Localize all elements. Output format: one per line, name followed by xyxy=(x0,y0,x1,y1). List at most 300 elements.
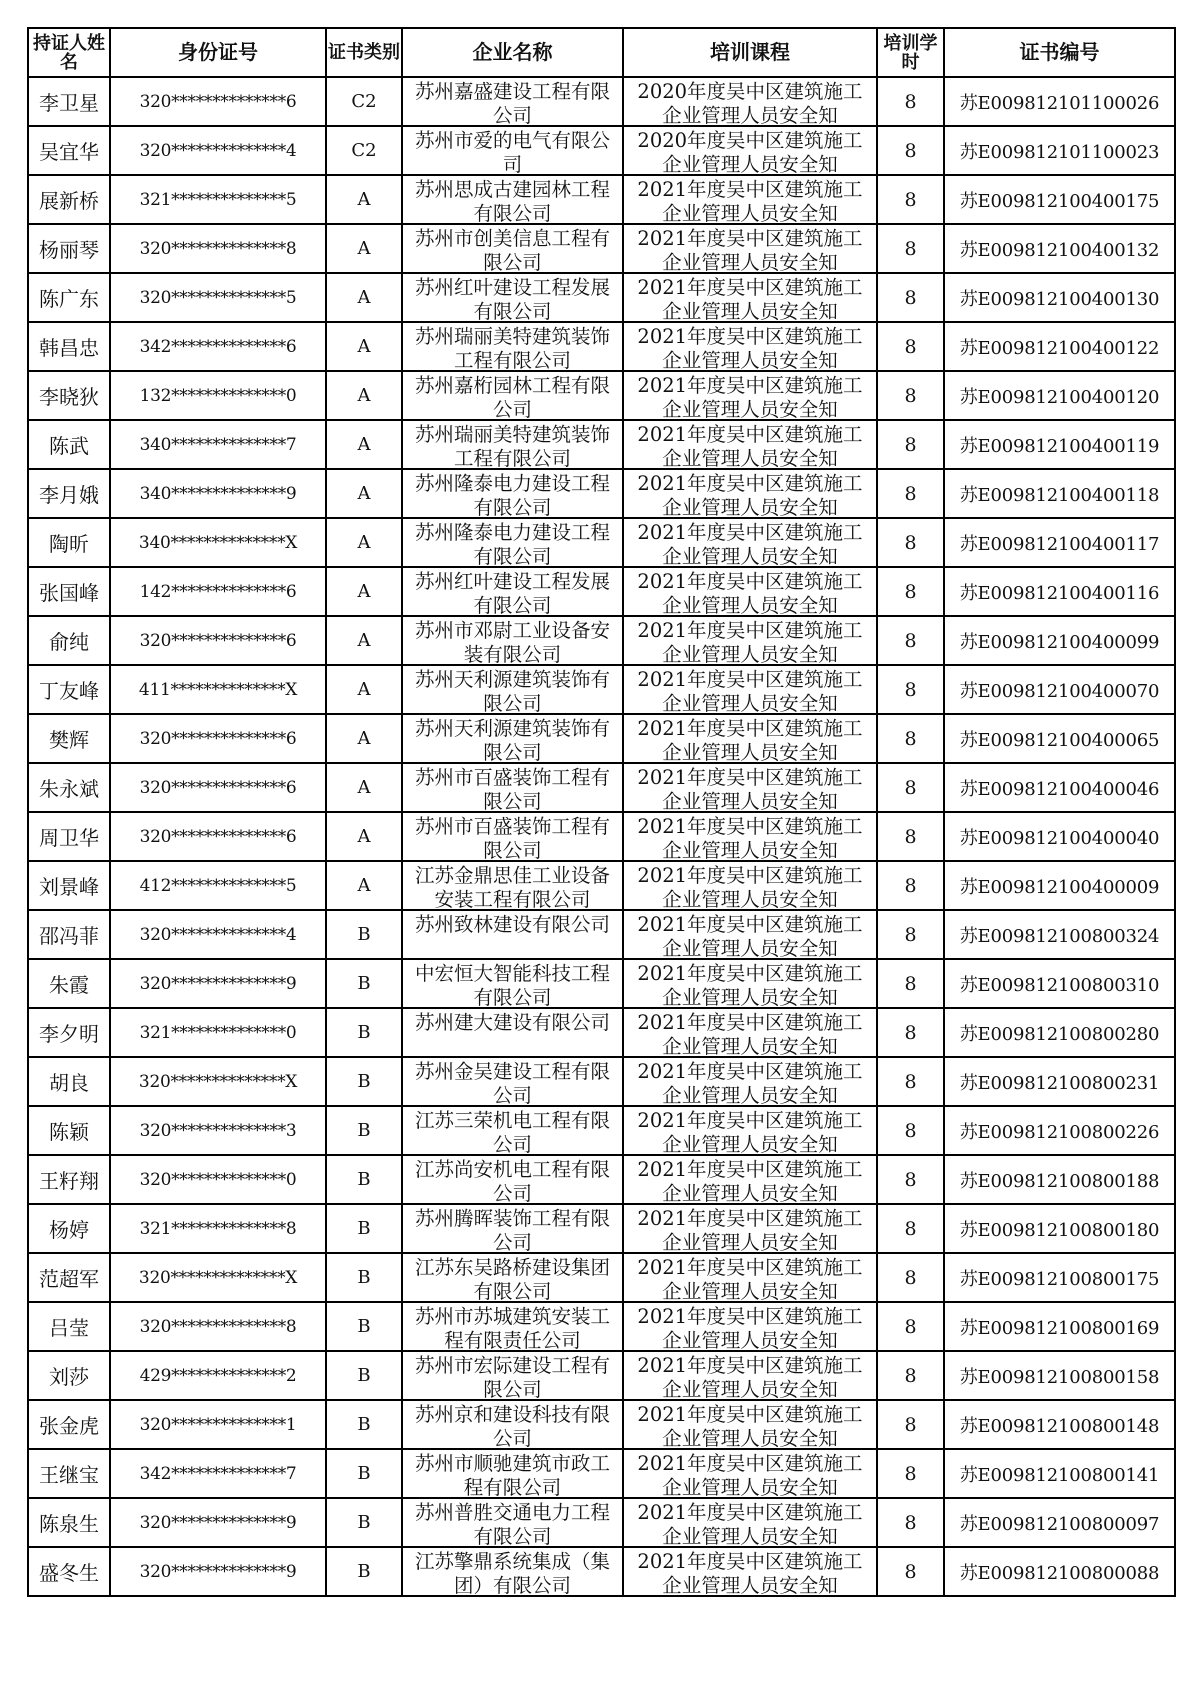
course-cell-text: 2021年度吴中区建筑施工企业管理人员安全知 xyxy=(637,1255,863,1301)
holder-name-cell xyxy=(28,665,110,714)
cert-type-cell xyxy=(326,1351,402,1400)
id-number-cell-text: 412**************5 xyxy=(139,875,297,896)
table-row xyxy=(28,175,1175,224)
hours-cell-text: 8 xyxy=(904,1266,917,1289)
cert-type-cell-text: A xyxy=(357,630,371,651)
holder-name-cell-text: 朱永斌 xyxy=(39,777,99,801)
cert-number-cell-text: 苏E009812100400099 xyxy=(959,631,1160,653)
course-cell xyxy=(623,371,877,420)
hours-cell xyxy=(877,763,944,812)
table-row xyxy=(28,567,1175,616)
id-number-cell-text: 320**************4 xyxy=(139,140,297,161)
company-name-cell xyxy=(402,322,623,371)
hours-cell-text: 8 xyxy=(904,1119,917,1142)
hours-cell-text: 8 xyxy=(904,1413,917,1436)
holder-name-cell-text: 樊辉 xyxy=(49,728,89,752)
hours-cell-text: 8 xyxy=(904,188,917,211)
table-row xyxy=(28,1253,1175,1302)
cert-type-cell-text: A xyxy=(357,581,371,602)
id-number-cell-text: 320**************6 xyxy=(139,91,297,112)
cert-type-cell xyxy=(326,714,402,763)
company-name-cell-text: 苏州隆泰电力建设工程有限公司 xyxy=(414,471,610,517)
company-name-cell-text: 苏州红叶建设工程发展有限公司 xyxy=(414,569,610,615)
cert-type-cell xyxy=(326,469,402,518)
company-name-cell-text: 苏州天利源建筑装饰有限公司 xyxy=(414,716,610,762)
hours-cell xyxy=(877,567,944,616)
hours-cell xyxy=(877,518,944,567)
cert-number-cell xyxy=(944,567,1175,616)
cert-type-cell-text: A xyxy=(357,336,371,357)
cert-type-cell-text: B xyxy=(357,1022,371,1043)
id-number-cell-text: 320**************8 xyxy=(139,1316,297,1337)
cert-type-cell xyxy=(326,1547,402,1596)
hours-cell xyxy=(877,273,944,322)
course-cell-text: 2021年度吴中区建筑施工企业管理人员安全知 xyxy=(637,1206,863,1252)
holder-name-cell-text: 王继宝 xyxy=(39,1463,99,1487)
hours-cell-text: 8 xyxy=(904,1021,917,1044)
course-cell-text: 2021年度吴中区建筑施工企业管理人员安全知 xyxy=(637,765,863,811)
table-row xyxy=(28,322,1175,371)
holder-name-cell-text: 展新桥 xyxy=(39,189,99,213)
cert-type-cell-text: B xyxy=(357,1267,371,1288)
cert-number-cell xyxy=(944,1351,1175,1400)
cert-number-cell xyxy=(944,175,1175,224)
holder-name-cell xyxy=(28,1204,110,1253)
course-cell-text: 2021年度吴中区建筑施工企业管理人员安全知 xyxy=(637,324,863,370)
hours-cell xyxy=(877,1057,944,1106)
id-number-cell xyxy=(110,1400,326,1449)
table-row xyxy=(28,1498,1175,1547)
company-name-cell-text: 苏州建大建设有限公司 xyxy=(414,1010,610,1034)
company-name-cell xyxy=(402,1351,623,1400)
cert-number-cell-text: 苏E009812100400120 xyxy=(959,386,1160,408)
id-number-cell xyxy=(110,763,326,812)
id-number-cell xyxy=(110,224,326,273)
company-name-cell-text: 苏州瑞丽美特建筑装饰工程有限公司 xyxy=(414,324,610,370)
cert-type-cell-text: A xyxy=(357,287,371,308)
holder-name-cell-text: 胡良 xyxy=(49,1071,89,1095)
cert-type-cell-text: A xyxy=(357,679,371,700)
table-row xyxy=(28,1449,1175,1498)
holder-name-cell xyxy=(28,518,110,567)
cert-number-cell xyxy=(944,420,1175,469)
cert-number-cell-text: 苏E009812100800324 xyxy=(959,925,1160,947)
holder-name-cell-text: 盛冬生 xyxy=(39,1561,99,1585)
cert-type-cell xyxy=(326,1400,402,1449)
id-number-cell-text: 320**************8 xyxy=(139,238,297,259)
id-number-cell-text: 340**************X xyxy=(138,532,298,553)
course-cell-text: 2021年度吴中区建筑施工企业管理人员安全知 xyxy=(637,1108,863,1154)
id-number-cell xyxy=(110,1351,326,1400)
holder-name-cell-text: 杨婷 xyxy=(49,1218,89,1242)
cert-type-cell-text: B xyxy=(357,1316,371,1337)
holder-name-cell xyxy=(28,126,110,175)
holder-name-cell xyxy=(28,714,110,763)
holder-name-cell-text: 陈泉生 xyxy=(39,1512,99,1536)
id-number-cell xyxy=(110,1008,326,1057)
cert-type-cell xyxy=(326,224,402,273)
cert-number-cell xyxy=(944,1498,1175,1547)
hours-cell-text: 8 xyxy=(904,1364,917,1387)
id-number-cell xyxy=(110,1302,326,1351)
id-number-cell-text: 142**************6 xyxy=(139,581,297,602)
cert-number-cell-text: 苏E009812100800231 xyxy=(959,1072,1160,1094)
cert-type-cell xyxy=(326,175,402,224)
hours-cell xyxy=(877,1302,944,1351)
holder-name-cell xyxy=(28,224,110,273)
holder-name-cell xyxy=(28,322,110,371)
company-name-cell-text: 苏州思成古建园林工程有限公司 xyxy=(414,177,610,223)
cert-number-cell xyxy=(944,126,1175,175)
header-cert-type: 证书类别 xyxy=(326,28,402,77)
cert-type-cell-text: A xyxy=(357,728,371,749)
cert-number-cell-text: 苏E009812100400122 xyxy=(959,337,1160,359)
holder-name-cell-text: 李夕明 xyxy=(39,1022,99,1046)
hours-cell xyxy=(877,1008,944,1057)
company-name-cell-text: 苏州致林建设有限公司 xyxy=(414,912,610,936)
holder-name-cell xyxy=(28,77,110,126)
holder-name-cell-text: 张金虎 xyxy=(39,1414,99,1438)
certificate-list-sheet xyxy=(27,27,1174,1597)
id-number-cell-text: 340**************7 xyxy=(139,434,297,455)
hours-cell xyxy=(877,1204,944,1253)
hours-cell xyxy=(877,175,944,224)
course-cell xyxy=(623,175,877,224)
id-number-cell xyxy=(110,322,326,371)
hours-cell-text: 8 xyxy=(904,1560,917,1583)
cert-number-cell xyxy=(944,371,1175,420)
course-cell-text: 2020年度吴中区建筑施工企业管理人员安全知 xyxy=(637,79,863,125)
company-name-cell xyxy=(402,420,623,469)
company-name-cell xyxy=(402,1204,623,1253)
cert-type-cell-text: A xyxy=(357,532,371,553)
course-cell xyxy=(623,1449,877,1498)
company-name-cell xyxy=(402,273,623,322)
cert-number-cell-text: 苏E009812101100023 xyxy=(959,141,1160,163)
hours-cell-text: 8 xyxy=(904,482,917,505)
header-row xyxy=(28,28,1175,77)
cert-type-cell-text: A xyxy=(357,385,371,406)
table-row xyxy=(28,1057,1175,1106)
holder-name-cell xyxy=(28,910,110,959)
id-number-cell-text: 321**************0 xyxy=(139,1022,297,1043)
hours-cell-text: 8 xyxy=(904,1315,917,1338)
hours-cell-text: 8 xyxy=(904,727,917,750)
cert-number-cell xyxy=(944,861,1175,910)
cert-type-cell xyxy=(326,1155,402,1204)
course-cell xyxy=(623,1302,877,1351)
id-number-cell xyxy=(110,910,326,959)
cert-type-cell xyxy=(326,1106,402,1155)
holder-name-cell xyxy=(28,616,110,665)
course-cell-text: 2021年度吴中区建筑施工企业管理人员安全知 xyxy=(637,716,863,762)
table-row xyxy=(28,812,1175,861)
course-cell-text: 2021年度吴中区建筑施工企业管理人员安全知 xyxy=(637,1059,863,1105)
id-number-cell xyxy=(110,77,326,126)
cert-number-cell-text: 苏E009812100400009 xyxy=(959,876,1160,898)
cert-number-cell-text: 苏E009812100400046 xyxy=(959,778,1160,800)
table-row xyxy=(28,1547,1175,1596)
table-row xyxy=(28,1302,1175,1351)
company-name-cell-text: 中宏恒大智能科技工程有限公司 xyxy=(414,961,610,1007)
course-cell xyxy=(623,518,877,567)
cert-number-cell xyxy=(944,273,1175,322)
cert-number-cell-text: 苏E009812100800141 xyxy=(959,1464,1160,1486)
cert-number-cell-text: 苏E009812100800158 xyxy=(959,1366,1160,1388)
cert-type-cell-text: B xyxy=(357,1512,371,1533)
cert-number-cell-text: 苏E009812100400132 xyxy=(959,239,1160,261)
cert-number-cell-text: 苏E009812100800310 xyxy=(959,974,1160,996)
table-row xyxy=(28,371,1175,420)
id-number-cell xyxy=(110,959,326,1008)
company-name-cell-text: 苏州红叶建设工程发展有限公司 xyxy=(414,275,610,321)
cert-type-cell-text: C2 xyxy=(351,91,377,112)
cert-type-cell xyxy=(326,616,402,665)
company-name-cell xyxy=(402,665,623,714)
course-cell-text: 2021年度吴中区建筑施工企业管理人员安全知 xyxy=(637,1500,863,1546)
cert-number-cell xyxy=(944,1057,1175,1106)
cert-number-cell-text: 苏E009812100400175 xyxy=(959,190,1160,212)
cert-number-cell xyxy=(944,1204,1175,1253)
id-number-cell xyxy=(110,616,326,665)
table-row xyxy=(28,714,1175,763)
course-cell xyxy=(623,1547,877,1596)
cert-type-cell-text: B xyxy=(357,1169,371,1190)
hours-cell-text: 8 xyxy=(904,825,917,848)
id-number-cell-text: 320**************X xyxy=(138,1267,298,1288)
cert-type-cell xyxy=(326,812,402,861)
cert-type-cell xyxy=(326,1449,402,1498)
id-number-cell-text: 320**************9 xyxy=(139,1561,297,1582)
holder-name-cell-text: 周卫华 xyxy=(39,826,99,850)
company-name-cell xyxy=(402,567,623,616)
cert-number-cell xyxy=(944,224,1175,273)
holder-name-cell-text: 朱霞 xyxy=(49,973,89,997)
hours-cell xyxy=(877,126,944,175)
cert-number-cell-text: 苏E009812100400070 xyxy=(959,680,1160,702)
table-row xyxy=(28,1106,1175,1155)
course-cell-text: 2021年度吴中区建筑施工企业管理人员安全知 xyxy=(637,226,863,272)
company-name-cell xyxy=(402,77,623,126)
course-cell xyxy=(623,616,877,665)
course-cell xyxy=(623,1008,877,1057)
course-cell xyxy=(623,1155,877,1204)
cert-number-cell xyxy=(944,1302,1175,1351)
holder-name-cell xyxy=(28,273,110,322)
id-number-cell xyxy=(110,714,326,763)
cert-number-cell xyxy=(944,714,1175,763)
id-number-cell-text: 132**************0 xyxy=(139,385,297,406)
id-number-cell xyxy=(110,665,326,714)
course-cell xyxy=(623,1351,877,1400)
table-row xyxy=(28,861,1175,910)
cert-number-cell-text: 苏E009812100800097 xyxy=(959,1513,1160,1535)
course-cell-text: 2020年度吴中区建筑施工企业管理人员安全知 xyxy=(637,128,863,174)
table-row xyxy=(28,420,1175,469)
table-row xyxy=(28,273,1175,322)
hours-cell xyxy=(877,714,944,763)
course-cell xyxy=(623,273,877,322)
company-name-cell xyxy=(402,812,623,861)
holder-name-cell xyxy=(28,1449,110,1498)
company-name-cell xyxy=(402,1057,623,1106)
id-number-cell xyxy=(110,1106,326,1155)
company-name-cell-text: 苏州市宏际建设工程有限公司 xyxy=(414,1353,610,1399)
holder-name-cell xyxy=(28,567,110,616)
company-name-cell-text: 苏州天利源建筑装饰有限公司 xyxy=(414,667,610,713)
course-cell-text: 2021年度吴中区建筑施工企业管理人员安全知 xyxy=(637,618,863,664)
course-cell xyxy=(623,861,877,910)
course-cell-text: 2021年度吴中区建筑施工企业管理人员安全知 xyxy=(637,275,863,321)
cert-number-cell-text: 苏E009812100400117 xyxy=(959,533,1160,555)
hours-cell xyxy=(877,1449,944,1498)
cert-type-cell xyxy=(326,910,402,959)
hours-cell-text: 8 xyxy=(904,335,917,358)
hours-cell xyxy=(877,861,944,910)
company-name-cell-text: 江苏擎鼎系统集成（集团）有限公司 xyxy=(414,1549,610,1595)
hours-cell xyxy=(877,665,944,714)
cert-number-cell-text: 苏E009812100800226 xyxy=(959,1121,1160,1143)
holder-name-cell-text: 杨丽琴 xyxy=(39,238,99,262)
table-row xyxy=(28,1204,1175,1253)
holder-name-cell xyxy=(28,959,110,1008)
course-cell-text: 2021年度吴中区建筑施工企业管理人员安全知 xyxy=(637,863,863,909)
hours-cell xyxy=(877,1547,944,1596)
id-number-cell xyxy=(110,175,326,224)
hours-cell xyxy=(877,1155,944,1204)
cert-type-cell-text: B xyxy=(357,1561,371,1582)
cert-type-cell xyxy=(326,1204,402,1253)
cert-type-cell-text: B xyxy=(357,1071,371,1092)
hours-cell xyxy=(877,1253,944,1302)
cert-number-cell xyxy=(944,322,1175,371)
hours-cell-text: 8 xyxy=(904,1217,917,1240)
hours-cell xyxy=(877,1498,944,1547)
course-cell xyxy=(623,77,877,126)
cert-number-cell xyxy=(944,1253,1175,1302)
id-number-cell-text: 320**************4 xyxy=(139,924,297,945)
id-number-cell-text: 342**************6 xyxy=(139,336,297,357)
company-name-cell-text: 江苏金鼎思佳工业设备安装工程有限公司 xyxy=(414,863,610,909)
company-name-cell-text: 苏州市顺驰建筑市政工程有限公司 xyxy=(414,1451,610,1497)
cert-number-cell xyxy=(944,1400,1175,1449)
cert-type-cell-text: A xyxy=(357,238,371,259)
course-cell-text: 2021年度吴中区建筑施工企业管理人员安全知 xyxy=(637,520,863,566)
course-cell xyxy=(623,1106,877,1155)
company-name-cell-text: 苏州普胜交通电力工程有限公司 xyxy=(414,1500,610,1546)
cert-number-cell xyxy=(944,518,1175,567)
cert-type-cell xyxy=(326,126,402,175)
id-number-cell-text: 429**************2 xyxy=(139,1365,297,1386)
cert-type-cell xyxy=(326,322,402,371)
company-name-cell xyxy=(402,1155,623,1204)
cert-number-cell xyxy=(944,665,1175,714)
company-name-cell xyxy=(402,126,623,175)
cert-type-cell-text: B xyxy=(357,924,371,945)
holder-name-cell xyxy=(28,371,110,420)
holder-name-cell-text: 韩昌忠 xyxy=(39,336,99,360)
company-name-cell xyxy=(402,175,623,224)
holder-name-cell-text: 范超军 xyxy=(39,1267,99,1291)
hours-cell xyxy=(877,910,944,959)
company-name-cell xyxy=(402,1106,623,1155)
cert-number-cell-text: 苏E009812101100026 xyxy=(959,92,1160,114)
company-name-cell xyxy=(402,1498,623,1547)
id-number-cell xyxy=(110,469,326,518)
company-name-cell xyxy=(402,1253,623,1302)
table-body xyxy=(28,77,1175,1596)
course-cell-text: 2021年度吴中区建筑施工企业管理人员安全知 xyxy=(637,1157,863,1203)
hours-cell-text: 8 xyxy=(904,1511,917,1534)
table-row xyxy=(28,959,1175,1008)
id-number-cell-text: 320**************6 xyxy=(139,777,297,798)
holder-name-cell xyxy=(28,469,110,518)
holder-name-cell-text: 李晓狄 xyxy=(39,385,99,409)
company-name-cell-text: 苏州市百盛装饰工程有限公司 xyxy=(414,814,610,860)
cert-type-cell xyxy=(326,959,402,1008)
id-number-cell xyxy=(110,371,326,420)
id-number-cell xyxy=(110,1449,326,1498)
company-name-cell-text: 江苏东吴路桥建设集团有限公司 xyxy=(414,1255,610,1301)
header-holder-name: 持证人姓名 xyxy=(28,28,110,77)
company-name-cell-text: 苏州腾晖装饰工程有限公司 xyxy=(414,1206,610,1252)
cert-type-cell xyxy=(326,1253,402,1302)
cert-number-cell-text: 苏E009812100800280 xyxy=(959,1023,1160,1045)
company-name-cell-text: 苏州市邓尉工业设备安装有限公司 xyxy=(414,618,610,664)
company-name-cell-text: 苏州京和建设科技有限公司 xyxy=(414,1402,610,1448)
hours-cell-text: 8 xyxy=(904,531,917,554)
holder-name-cell xyxy=(28,1253,110,1302)
hours-cell xyxy=(877,224,944,273)
id-number-cell xyxy=(110,1498,326,1547)
company-name-cell xyxy=(402,861,623,910)
company-name-cell-text: 苏州嘉桁园林工程有限公司 xyxy=(414,373,610,419)
cert-number-cell xyxy=(944,812,1175,861)
holder-name-cell-text: 陈颖 xyxy=(49,1120,89,1144)
course-cell xyxy=(623,1498,877,1547)
hours-cell-text: 8 xyxy=(904,678,917,701)
course-cell xyxy=(623,1057,877,1106)
cert-type-cell-text: B xyxy=(357,1218,371,1239)
course-cell xyxy=(623,959,877,1008)
cert-type-cell xyxy=(326,567,402,616)
id-number-cell xyxy=(110,1155,326,1204)
id-number-cell xyxy=(110,420,326,469)
course-cell-text: 2021年度吴中区建筑施工企业管理人员安全知 xyxy=(637,912,863,958)
cert-type-cell xyxy=(326,665,402,714)
course-cell xyxy=(623,420,877,469)
holder-name-cell xyxy=(28,812,110,861)
id-number-cell xyxy=(110,126,326,175)
table-row xyxy=(28,1155,1175,1204)
course-cell xyxy=(623,714,877,763)
cert-type-cell xyxy=(326,861,402,910)
id-number-cell xyxy=(110,812,326,861)
course-cell-text: 2021年度吴中区建筑施工企业管理人员安全知 xyxy=(637,814,863,860)
course-cell-text: 2021年度吴中区建筑施工企业管理人员安全知 xyxy=(637,1010,863,1056)
course-cell xyxy=(623,812,877,861)
id-number-cell-text: 320**************6 xyxy=(139,826,297,847)
course-cell xyxy=(623,1204,877,1253)
id-number-cell-text: 320**************9 xyxy=(139,973,297,994)
company-name-cell-text: 苏州隆泰电力建设工程有限公司 xyxy=(414,520,610,566)
cert-number-cell xyxy=(944,763,1175,812)
cert-number-cell-text: 苏E009812100800169 xyxy=(959,1317,1160,1339)
hours-cell xyxy=(877,1351,944,1400)
company-name-cell xyxy=(402,910,623,959)
hours-cell-text: 8 xyxy=(904,923,917,946)
id-number-cell-text: 320**************X xyxy=(138,1071,298,1092)
